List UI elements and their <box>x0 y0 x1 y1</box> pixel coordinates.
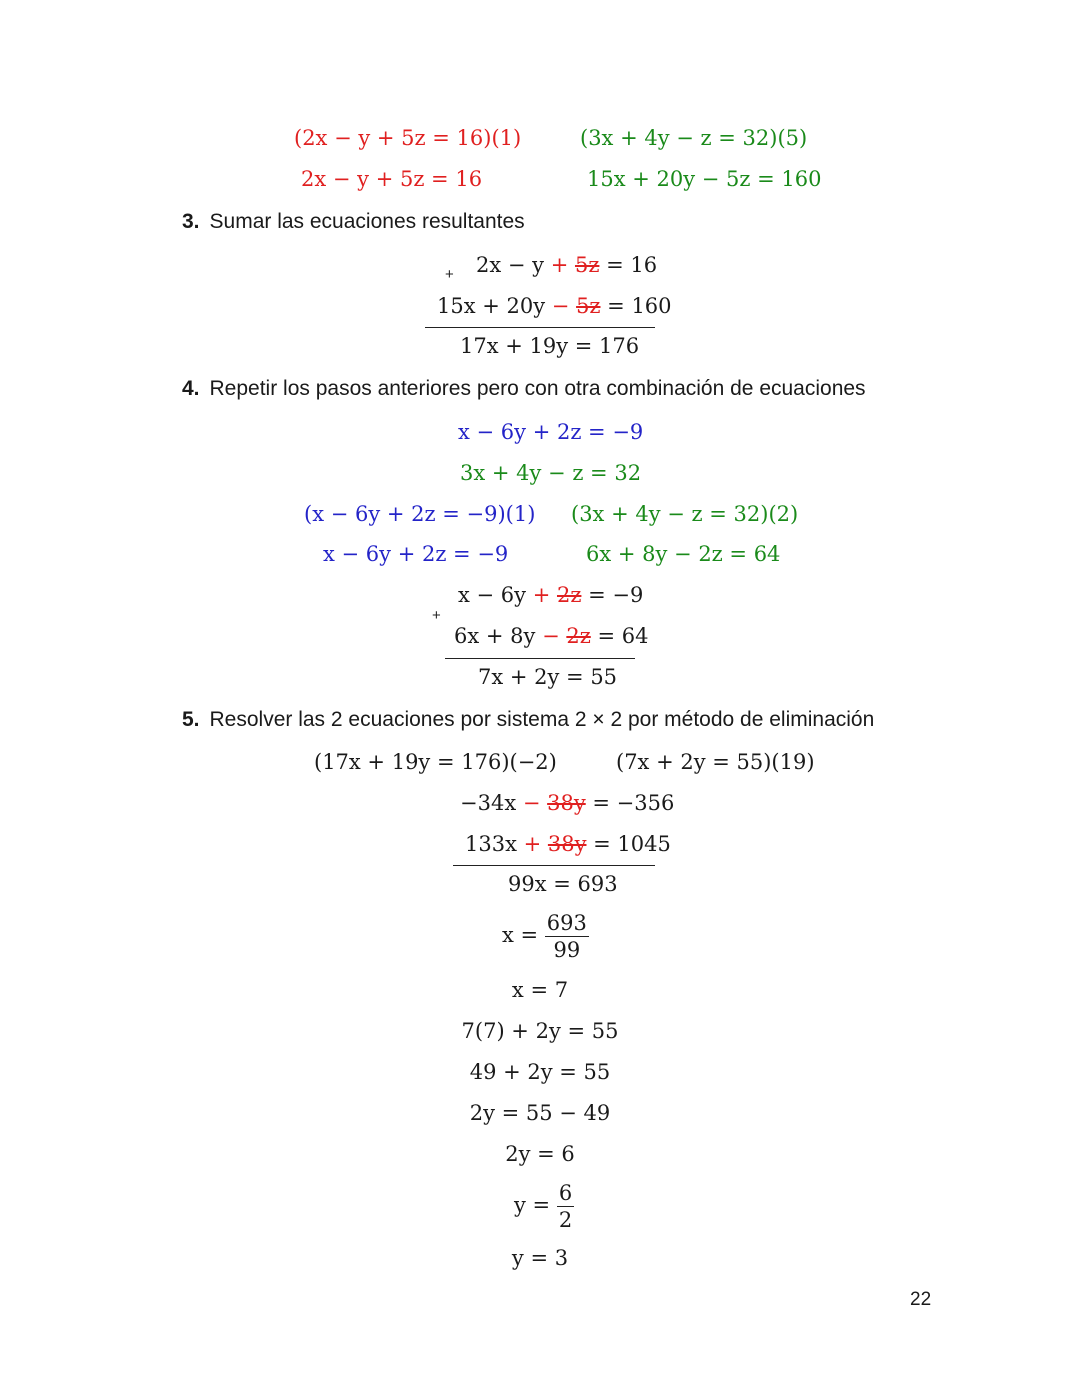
equation-blue: x − 6y + 2z = −9 <box>458 420 644 444</box>
x-value: x = 7 <box>511 978 569 1002</box>
cancelled-term: 2z <box>566 624 591 648</box>
step-5 <box>182 708 874 732</box>
substitution-1: 7(7) + 2y = 55 <box>461 1019 619 1043</box>
equation-green-multiplied: (3x + 4y − z = 32)(2) <box>571 502 799 526</box>
fraction: $\frac{6}{2}$ <box>558 1181 573 1232</box>
cancelled-term: 38y <box>547 832 587 856</box>
sum2-line2: 6x + 8y − 2z = 64 <box>454 624 649 648</box>
cancelled-term: 5z <box>574 253 600 277</box>
sum2-line1: x − 6y + 2z = −9 <box>458 583 644 607</box>
sum1-line2: 15x + 20y − 5z = 160 <box>437 294 672 318</box>
step-text: Sumar las ecuaciones resultantes <box>209 210 525 233</box>
y-value: y = 3 <box>511 1246 569 1270</box>
cancelled-term: 2z <box>556 583 582 607</box>
step-number: 4. <box>182 377 200 400</box>
sum3-line2: 133x + 38y = 1045 <box>465 832 671 856</box>
x-fraction: x = $\frac{693}{99}$ <box>502 911 587 962</box>
step-number: 3. <box>182 210 200 233</box>
sum3-result: 99x = 693 <box>508 872 618 896</box>
cancelled-term: 5z <box>576 294 601 318</box>
plus-operator: + <box>445 266 454 283</box>
step-number: 5. <box>182 708 200 731</box>
equation-multiplied-right: (7x + 2y = 55)(19) <box>616 750 815 774</box>
substitution-4: 2y = 6 <box>505 1142 575 1166</box>
equation-blue-multiplied: (x − 6y + 2z = −9)(1) <box>304 502 536 526</box>
sum1-result: 17x + 19y = 176 <box>460 334 640 358</box>
equation-green-multiplied: (3x + 4y − z = 32)(5) <box>580 126 808 150</box>
equation-multiplied-left: (17x + 19y = 176)(−2) <box>314 750 557 774</box>
cancelled-term: 38y <box>547 791 586 815</box>
equation-green-result: 15x + 20y − 5z = 160 <box>587 167 822 191</box>
sum-divider <box>453 865 655 866</box>
sum-divider <box>425 327 655 328</box>
fraction: $\frac{693}{99}$ <box>546 911 587 962</box>
sum1-line1: 2x − y + 5z = 16 <box>476 253 658 277</box>
substitution-3: 2y = 55 − 49 <box>469 1101 611 1125</box>
page-number: 22 <box>910 1289 932 1310</box>
equation-green-result: 6x + 8y − 2z = 64 <box>586 542 781 566</box>
plus-operator: + <box>432 607 441 624</box>
sum3-line1: −34x − 38y = −356 <box>460 791 675 815</box>
equation-green: 3x + 4y − z = 32 <box>460 461 642 485</box>
sum2-result: 7x + 2y = 55 <box>478 665 618 689</box>
y-fraction: y = $\frac{6}{2}$ <box>514 1181 573 1232</box>
step-4 <box>182 377 866 401</box>
sum-divider <box>445 658 635 659</box>
equation-blue-result: x − 6y + 2z = −9 <box>323 542 509 566</box>
step-3 <box>182 210 525 234</box>
substitution-2: 49 + 2y = 55 <box>469 1060 611 1084</box>
step-text: Repetir los pasos anteriores pero con otra combinación de ecuaciones <box>209 377 866 400</box>
equation-red-multiplied: (2x − y + 5z = 16)(1) <box>294 126 522 150</box>
step-text: Resolver las 2 ecuaciones por sistema 2 × 2 por método de eliminación <box>209 708 875 731</box>
equation-red-result: 2x − y + 5z = 16 <box>301 167 483 191</box>
